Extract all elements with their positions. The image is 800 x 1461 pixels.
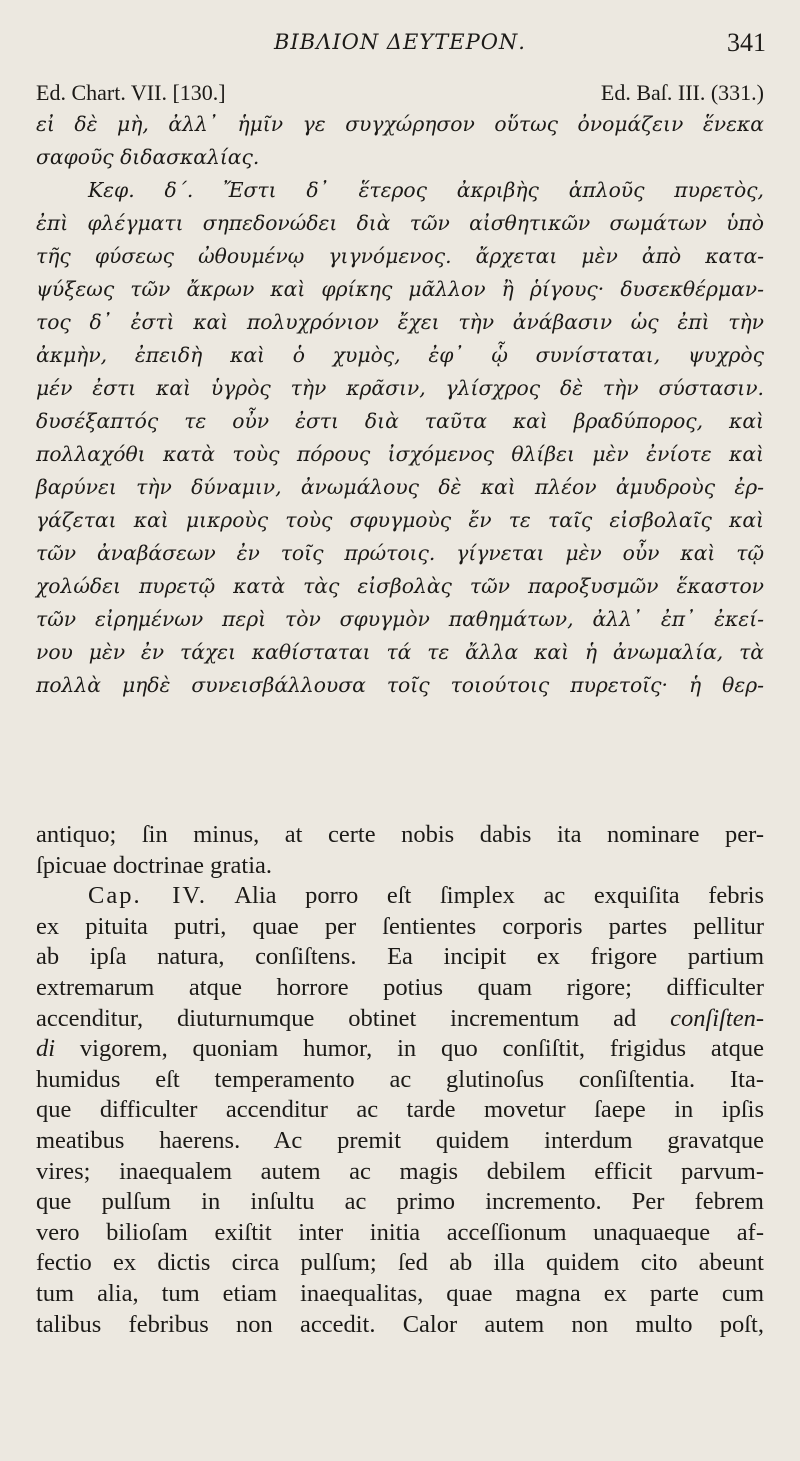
latin-text-block [36, 820, 764, 1340]
latin-text: accenditur, diuturnumque obtinet incrementum ad [36, 1004, 671, 1032]
greek-line: ἐπὶ φλέγματι σηπεδονώδει διὰ τῶν αἰσθητικῶν σωμάτων ὑπὸ [36, 211, 764, 235]
latin-italic-text: di [36, 1035, 56, 1063]
latin-line: humidus eſt temperamento ac glutinoſus conſiſtentia. Ita- [36, 1065, 764, 1093]
greek-line: μέν ἐστι καὶ ὑγρὸς τὴν κρᾶσιν, γλίσχρος δὲ τὴν σύστασιν. [36, 376, 764, 400]
greek-chapter-line: Κεφ. δ΄. Ἔστι δ᾽ ἕτερος ἀκριβὴς ἁπλοῦς πυρετὸς, [88, 178, 764, 202]
latin-line: vero bilioſam exiſtit inter initia acceſſionum unaquaeque af- [36, 1218, 764, 1246]
greek-text-block [36, 108, 764, 702]
latin-text: vigorem, quoniam humor, in quo conſiſtit, frigidus atque [55, 1035, 764, 1063]
greek-line: δυσέξαπτός τε οὖν ἐστι διὰ ταῦτα καὶ βραδύπορος, καὶ [36, 409, 764, 433]
latin-line: talibus febribus non accedit. Calor autem non multo poſt, [36, 1310, 764, 1338]
edition-reference-right: Ed. Baſ. III. (331.) [600, 80, 764, 105]
latin-line [36, 1004, 764, 1035]
edition-references [36, 80, 764, 106]
latin-text: Alia porro eſt ſimplex ac exquiſita febris [207, 882, 764, 910]
greek-line: ἀκμὴν, ἐπειδὴ καὶ ὁ χυμὸς, ἐφ᾽ ᾧ συνίσταται, ψυχρὸς [36, 343, 764, 367]
greek-line: ψύξεως τῶν ἄκρων καὶ φρίκης μᾶλλον ἢ ῥίγους· δυσεκθέρμαν- [36, 277, 764, 301]
running-title: ΒΙΒΛΙΟΝ ΔΕΥΤΕΡΟΝ. [274, 30, 526, 54]
latin-line: que pulſum in inſultu ac primo incremento. Per febrem [36, 1188, 764, 1216]
chapter-heading: Cap. IV. [88, 882, 208, 910]
greek-line: τος δ᾽ ἐστὶ καὶ πολυχρόνιον ἔχει τὴν ἀνάβασιν ὡς ἐπὶ τὴν [36, 310, 764, 334]
latin-line: meatibus haerens. Ac premit quidem interdum gravatque [36, 1126, 764, 1154]
latin-line: ex pituita putri, quae per ſentientes corporis partes pellitur [36, 912, 764, 940]
edition-reference-left: Ed. Chart. VII. [130.] [36, 80, 226, 105]
greek-line: χολώδει πυρετῷ κατὰ τὰς εἰσβολὰς τῶν παροξυσμῶν ἕκαστον [36, 574, 764, 598]
latin-line: que difficulter accenditur ac tarde movetur ſaepe in ipſis [36, 1096, 764, 1124]
greek-line: τῶν εἰρημένων περὶ τὸν σφυγμὸν παθημάτων, ἀλλ᾽ ἐπ᾽ ἐκεί- [36, 607, 764, 631]
latin-line: antiquo; ſin minus, at certe nobis dabis ita nominare per- [36, 821, 764, 848]
latin-italic-text: conſiſten- [670, 1004, 764, 1032]
latin-line: extremarum atque horrore potius quam rigore; difficulter [36, 973, 764, 1001]
greek-line: εἰ δὲ μὴ, ἀλλ᾽ ἡμῖν γε συγχώρησον οὕτως ὀνομάζειν ἕνεκα [36, 112, 764, 136]
greek-line: πολλὰ μηδὲ συνεισβάλλουσα τοῖς τοιούτοις πυρετοῖς· ἡ θερ- [36, 673, 764, 697]
latin-line: vires; inaequalem autem ac magis debilem efficit parvum- [36, 1157, 764, 1185]
latin-chapter-line [36, 881, 764, 912]
greek-line: βαρύνει τὴν δύναμιν, ἀνωμάλους δὲ καὶ πλέον ἀμυδροὺς ἐρ- [36, 475, 764, 499]
latin-line: ab ipſa natura, conſiſtens. Ea incipit ex frigore partium [36, 943, 764, 971]
greek-line: τῆς φύσεως ὠθουμένῳ γιγνόμενος. ἄρχεται μὲν ἀπὸ κατα- [36, 244, 764, 268]
latin-line: fectio ex dictis circa pulſum; ſed ab illa quidem cito abeunt [36, 1249, 764, 1277]
latin-line [36, 1034, 764, 1065]
page-number: 341 [727, 28, 766, 57]
greek-line: τῶν ἀναβάσεων ἐν τοῖς πρώτοις. γίγνεται μὲν οὖν καὶ τῷ [36, 541, 764, 565]
greek-line: νου μὲν ἐν τάχει καθίσταται τά τε ἄλλα καὶ ἡ ἀνωμαλία, τὰ [36, 640, 764, 664]
greek-line: σαφοῦς διδασκαλίας. [36, 145, 260, 169]
latin-line: tum alia, tum etiam inaequalitas, quae magna ex parte cum [36, 1279, 764, 1307]
greek-line: πολλαχόθι κατὰ τοὺς πόρους ἰσχόμενος θλίβει μὲν ἐνίοτε καὶ [36, 442, 764, 466]
latin-line: ſpicuae doctrinae gratia. [36, 851, 273, 879]
greek-line: γάζεται καὶ μικροὺς τοὺς σφυγμοὺς ἔν τε ταῖς εἰσβολαῖς καὶ [36, 508, 764, 532]
